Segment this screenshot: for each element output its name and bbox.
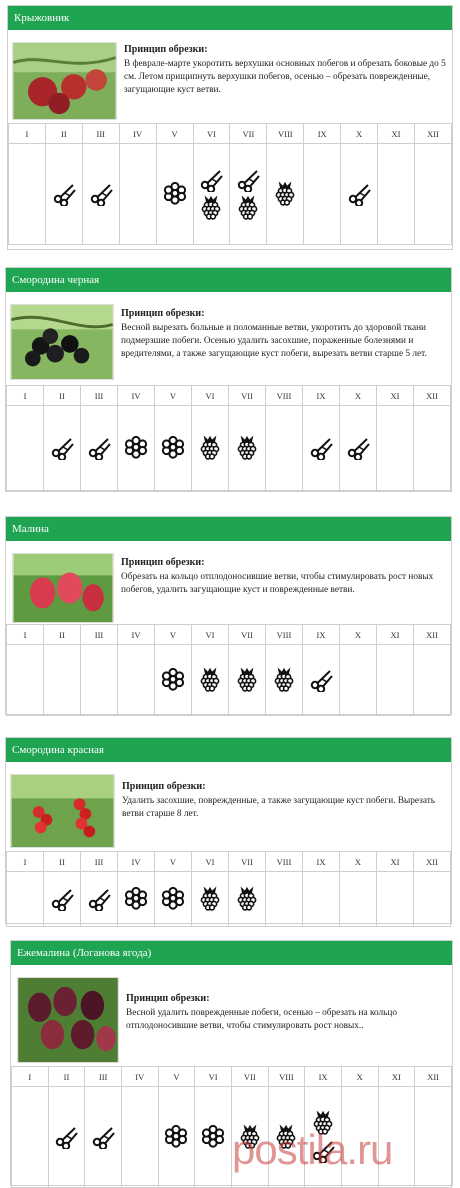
month-header: VII (229, 852, 266, 872)
month-header: IX (305, 1067, 342, 1087)
card-black-currant (5, 267, 452, 492)
month-header: XI (377, 625, 414, 645)
card-red-currant (5, 737, 452, 924)
month-header: IX (303, 625, 340, 645)
month-header: III (85, 1067, 122, 1087)
month-header: IV (118, 852, 155, 872)
raspberry-icon (271, 666, 297, 692)
scissors-icon (308, 666, 334, 692)
month-cell (118, 406, 155, 491)
loganberry-photo (17, 977, 119, 1063)
month-cell (48, 1087, 85, 1188)
raspberry-icon (234, 666, 260, 692)
raspberry-photo (12, 553, 114, 623)
month-header: IX (304, 124, 341, 144)
month-cell (195, 1087, 232, 1188)
month-header: X (340, 852, 377, 872)
month-header: I (9, 124, 46, 144)
month-cell (303, 645, 340, 716)
raspberry-icon (197, 434, 223, 460)
month-header: VIII (266, 386, 303, 406)
month-header: IX (303, 852, 340, 872)
month-cell (303, 406, 340, 491)
month-cell (230, 144, 267, 245)
pruning-principle-text: Удалить засохшие, поврежденные, а также загущающие куст побеги. Вырезать ветви старше 8 лет. (122, 796, 436, 819)
pruning-principle-title: Принцип обрезки: (121, 557, 205, 568)
month-cell (81, 872, 118, 927)
month-header: VI (192, 386, 229, 406)
month-header: VIII (266, 625, 303, 645)
flower-icon (160, 885, 186, 911)
month-header: V (155, 852, 192, 872)
month-header: VI (195, 1067, 232, 1087)
month-cell (121, 1087, 158, 1188)
month-cell (192, 872, 229, 927)
month-cell (303, 872, 340, 927)
flower-icon (163, 1123, 189, 1149)
month-header: III (81, 386, 118, 406)
gooseberry-photo (12, 42, 117, 120)
month-table (6, 385, 451, 491)
month-cell (266, 872, 303, 927)
month-cell (81, 406, 118, 491)
month-header: X (340, 386, 377, 406)
month-cell (192, 406, 229, 491)
pruning-principle-text: Обрезать на кольцо отплодоносившие ветви, чтобы стимулировать рост новых побегов, удалить загущающие куст и поврежденные ветви. (121, 572, 434, 595)
pruning-principle-text: В феврале-марте укоротить верхушки основных побегов и обрезать боковые до 5 см. Летом прищипнуть верхушки побегов, осенью – обрезать поврежденные, загущающие куст ветви. (124, 59, 446, 95)
month-header: XI (378, 1067, 415, 1087)
raspberry-icon (197, 885, 223, 911)
month-cell (340, 645, 377, 716)
month-cell (12, 1087, 49, 1188)
month-cell (45, 144, 82, 245)
flower-icon (123, 434, 149, 460)
month-header: I (12, 1067, 49, 1087)
month-cell (192, 645, 229, 716)
month-cell (266, 645, 303, 716)
month-header: V (155, 625, 192, 645)
month-cell (304, 144, 341, 245)
flower-icon (160, 434, 186, 460)
month-cell (414, 872, 451, 927)
month-cell (44, 872, 81, 927)
pruning-principle-text: Весной удалить поврежденные побеги, осенью – обрезать на кольцо отплодоносившие ветви, чтобы стимулировать рост новых.. (126, 1008, 398, 1031)
scissors-icon (345, 434, 371, 460)
month-header: I (7, 625, 44, 645)
scissors-icon (88, 180, 114, 206)
raspberry-icon (197, 666, 223, 692)
month-cell (156, 144, 193, 245)
month-cell (7, 872, 44, 927)
month-header: IV (118, 386, 155, 406)
month-cell (7, 406, 44, 491)
pruning-principle-title: Принцип обрезки: (122, 781, 206, 792)
month-cell (267, 144, 304, 245)
month-cell (9, 144, 46, 245)
month-header: XII (414, 386, 451, 406)
month-header: X (341, 1067, 378, 1087)
card-title: Малина (6, 517, 451, 541)
month-header: IV (121, 1067, 158, 1087)
month-header: V (156, 124, 193, 144)
month-cell (340, 872, 377, 927)
pruning-principle-text: Весной вырезать больные и поломанные ветви, укоротить до здоровой ткани подмерзшие побеги. Осенью удалить засохшие, пораженные болезнями и вредителями, а также загущающие куст побеги, вырезать ветви старше 5 лет. (121, 323, 427, 359)
month-header: VI (193, 124, 230, 144)
raspberry-icon (272, 180, 298, 206)
month-header: III (82, 124, 119, 144)
scissors-icon (235, 166, 261, 192)
month-header: V (155, 386, 192, 406)
flower-icon (162, 180, 188, 206)
month-cell (118, 645, 155, 716)
month-header: VII (229, 386, 266, 406)
month-cell (377, 872, 414, 927)
month-cell (415, 1087, 452, 1188)
raspberry-icon (234, 434, 260, 460)
month-header: III (81, 852, 118, 872)
month-header: VIII (266, 852, 303, 872)
month-cell (378, 144, 415, 245)
month-header: X (340, 625, 377, 645)
pruning-principle-title: Принцип обрезки: (124, 44, 208, 55)
month-header: I (7, 386, 44, 406)
pruning-principle-title: Принцип обрезки: (121, 308, 205, 319)
month-cell (266, 406, 303, 491)
month-table (6, 851, 451, 927)
scissors-icon (86, 434, 112, 460)
month-header: XI (378, 124, 415, 144)
month-cell (7, 645, 44, 716)
month-header: IX (303, 386, 340, 406)
card-title: Ежемалина (Логанова ягода) (11, 941, 452, 965)
month-header: XII (414, 852, 451, 872)
scissors-icon (49, 885, 75, 911)
month-header: V (158, 1067, 195, 1087)
month-cell (81, 645, 118, 716)
raspberry-icon (235, 194, 261, 220)
month-header: I (7, 852, 44, 872)
month-header: X (341, 124, 378, 144)
month-cell (414, 144, 451, 245)
scissors-icon (308, 434, 334, 460)
black-currant-photo (10, 304, 114, 380)
month-cell (155, 645, 192, 716)
flower-icon (123, 885, 149, 911)
scissors-icon (90, 1123, 116, 1149)
month-header: II (44, 625, 81, 645)
pruning-principle-title: Принцип обрезки: (126, 993, 210, 1004)
month-header: VII (230, 124, 267, 144)
month-cell (414, 406, 451, 491)
month-cell (155, 406, 192, 491)
month-header: XI (377, 386, 414, 406)
month-cell (158, 1087, 195, 1188)
flower-icon (160, 666, 186, 692)
month-cell (229, 645, 266, 716)
month-header: II (44, 386, 81, 406)
flower-icon (200, 1123, 226, 1149)
month-header: IV (118, 625, 155, 645)
raspberry-icon (198, 194, 224, 220)
month-header: VIII (268, 1067, 305, 1087)
month-header: VII (231, 1067, 268, 1087)
month-cell (85, 1087, 122, 1188)
month-cell (229, 406, 266, 491)
month-header: VI (192, 625, 229, 645)
scissors-icon (198, 166, 224, 192)
card-gooseberry (7, 5, 453, 250)
scissors-icon (51, 180, 77, 206)
month-header: II (45, 124, 82, 144)
month-cell (377, 645, 414, 716)
month-header: VII (229, 625, 266, 645)
month-cell (193, 144, 230, 245)
scissors-icon (86, 885, 112, 911)
red-currant-photo (10, 774, 115, 848)
month-cell (44, 645, 81, 716)
raspberry-icon (234, 885, 260, 911)
month-header: IV (119, 124, 156, 144)
month-cell (44, 406, 81, 491)
month-cell (118, 872, 155, 927)
month-header: XII (414, 625, 451, 645)
scissors-icon (53, 1123, 79, 1149)
card-title: Смородина черная (6, 268, 451, 292)
month-cell (119, 144, 156, 245)
card-title: Смородина красная (6, 738, 451, 762)
month-cell (377, 406, 414, 491)
watermark: postila.ru (232, 1126, 393, 1173)
month-header: II (48, 1067, 85, 1087)
month-cell (341, 144, 378, 245)
month-cell (229, 872, 266, 927)
month-header: XII (414, 124, 451, 144)
month-cell (82, 144, 119, 245)
month-cell (340, 406, 377, 491)
month-header: II (44, 852, 81, 872)
month-table (8, 123, 452, 245)
month-cell (155, 872, 192, 927)
month-header: VI (192, 852, 229, 872)
scissors-icon (346, 180, 372, 206)
month-cell (414, 645, 451, 716)
card-title: Крыжовник (8, 6, 452, 30)
month-header: XII (415, 1067, 452, 1087)
month-header: XI (377, 852, 414, 872)
month-header: III (81, 625, 118, 645)
card-raspberry (5, 516, 452, 715)
scissors-icon (49, 434, 75, 460)
month-header: VIII (267, 124, 304, 144)
month-table (6, 624, 451, 716)
